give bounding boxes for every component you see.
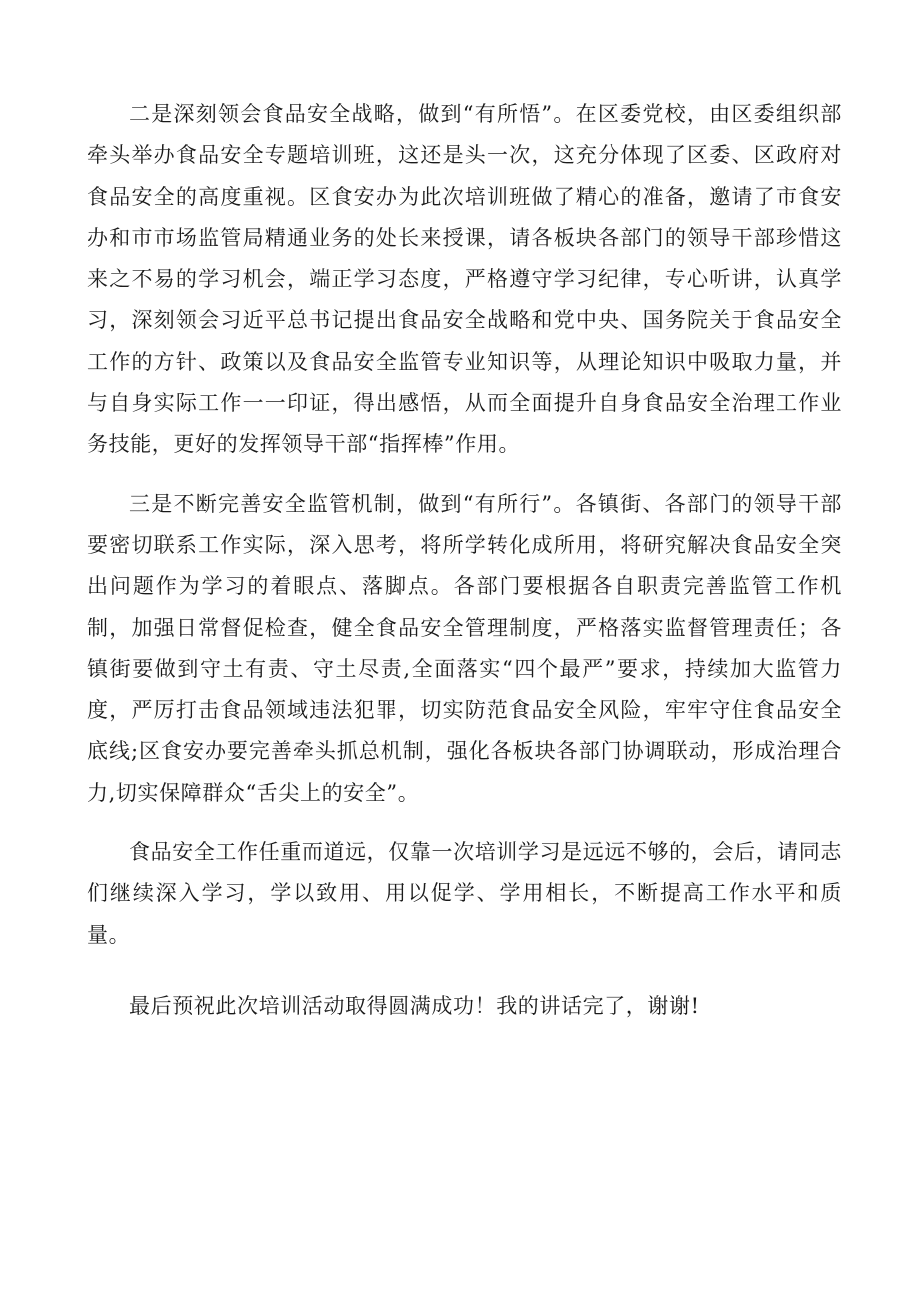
paragraph-food-safety-task: 食品安全工作任重而道远，仅靠一次培训学习是远远不够的，会后，请同志们继续深入学习，学以致用、用以促学、学用相长，不断提高工作水平和质量。 [87, 840, 842, 947]
paragraph-third-point: 三是不断完善安全监管机制，做到“有所行”。各镇街、各部门的领导干部要密切联系工作实际，深入思考，将所学转化成所用，将研究解决食品安全突出问题作为学习的着眼点、落脚点。各部门要根据各自职责完善监管工作机制，加强日常督促检查，健全食品安全管理制度，严格落实监督管理责任；各镇街要做到守土有责、守土尽责,全面落实“四个最严”要求，持续加大监管力度，严厉打击食品领域违法犯罪，切实防范食品安全风险，牢牢守住食品安全底线;区食安办要完善牵头抓总机制，强化各板块各部门协调联动，形成治理合力,切实保障群众“舌尖上的安全”。 [87, 491, 842, 805]
document-body [87, 94, 842, 1027]
paragraph-second-point: 二是深刻领会食品安全战略，做到“有所悟”。在区委党校，由区委组织部牵头举办食品安全专题培训班，这还是头一次，这充分体现了区委、区政府对食品安全的高度重视。区食安办为此次培训班做了精心的准备，邀请了市食安办和市市场监管局精通业务的处长来授课，请各板块各部门的领导干部珍惜这来之不易的学习机会，端正学习态度，严格遵守学习纪律，专心听讲，认真学习，深刻领会习近平总书记提出食品安全战略和党中央、国务院关于食品安全工作的方针、政策以及食品安全监管专业知识等，从理论知识中吸取力量，并与自身实际工作一一印证，得出感悟，从而全面提升自身食品安全治理工作业务技能，更好的发挥领导干部“指挥棒”作用。 [87, 102, 842, 457]
paragraph-closing-remarks: 最后预祝此次培训活动取得圆满成功！我的讲话完了，谢谢! [129, 993, 700, 1018]
